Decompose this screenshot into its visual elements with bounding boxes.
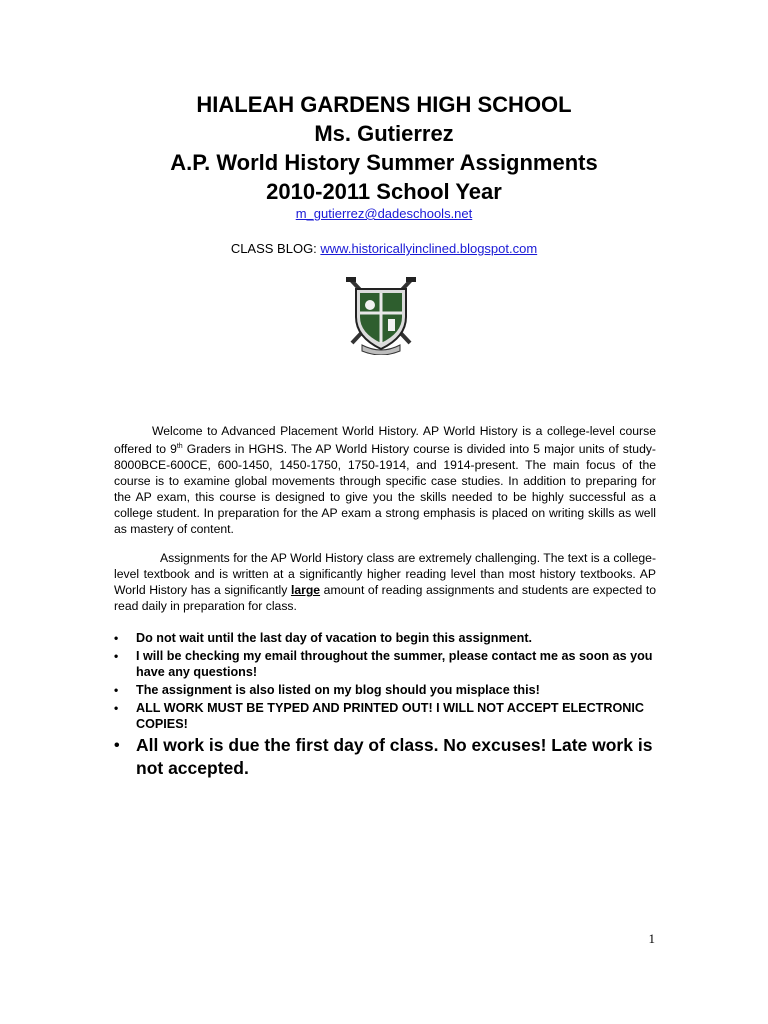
page-number: 1: [648, 931, 655, 946]
school-name: HIALEAH GARDENS HIGH SCHOOL: [196, 92, 572, 117]
blog-label: CLASS BLOG:: [230, 241, 321, 256]
list-item: • I will be checking my email throughout the summer, please contact me as soon as you have any questions!: [114, 649, 653, 679]
bullet-icon: •: [114, 631, 119, 645]
bullet-icon: •: [114, 701, 119, 715]
bullet-icon: •: [114, 649, 119, 663]
bullet-icon: •: [114, 683, 119, 697]
school-crest-icon: [340, 275, 422, 355]
list-item: • The assignment is also listed on my blog should you misplace this!: [114, 683, 540, 697]
blog-line: [0, 241, 768, 257]
instruction-list: [112, 630, 662, 782]
assignments-paragraph: [114, 550, 656, 614]
intro-superscript: th: [176, 443, 183, 450]
intro-text-1: Welcome to Advanced Placement World History. AP World History is a college-level course offered to 9: [114, 424, 656, 457]
list-item: • ALL WORK MUST BE TYPED AND PRINTED OUT! I WILL NOT ACCEPT ELECTRONIC COPIES!: [114, 701, 644, 731]
course-title: A.P. World History Summer Assignments: [170, 150, 598, 175]
assignments-text-1: Assignments for the AP World History class are extremely challenging. The text is a college-level textbook and is written at a significantly higher reading level than most history textbooks. AP World History has a significantly: [114, 551, 656, 597]
blog-link[interactable]: www.historicallyinclined.blogspot.com: [320, 241, 538, 256]
intro-paragraph: [114, 423, 656, 537]
list-item: • Do not wait until the last day of vacation to begin this assignment.: [114, 631, 533, 645]
teacher-name: Ms. Gutierrez: [314, 121, 454, 146]
school-year: 2010-2011 School Year: [266, 179, 502, 204]
list-item: • All work is due the first day of class. No excuses! Late work is not accepted.: [114, 735, 653, 778]
email-line: [0, 206, 768, 222]
bullet-icon: •: [114, 737, 120, 754]
intro-text-2: Graders in HGHS. The AP World History course is divided into 5 major units of study- 8000BCE-600CE, 600-1450, 1450-1750, 1750-1914, and 1914-present. The main focus of the course is to examine global movements through specific case studies. In addition to preparing for the AP exam, this course is designed to give you the skills needed to be highly successful as a college student. In preparation for the AP exam a strong emphasis is placed on writing skills as well as mastery of content.: [114, 442, 656, 537]
assignments-text-2: amount of reading assignments and students are expected to read daily in preparation for class.: [114, 583, 656, 613]
email-link[interactable]: m_gutierrez@dadeschools.net: [295, 206, 473, 221]
assignments-emphasis: large: [290, 583, 321, 597]
